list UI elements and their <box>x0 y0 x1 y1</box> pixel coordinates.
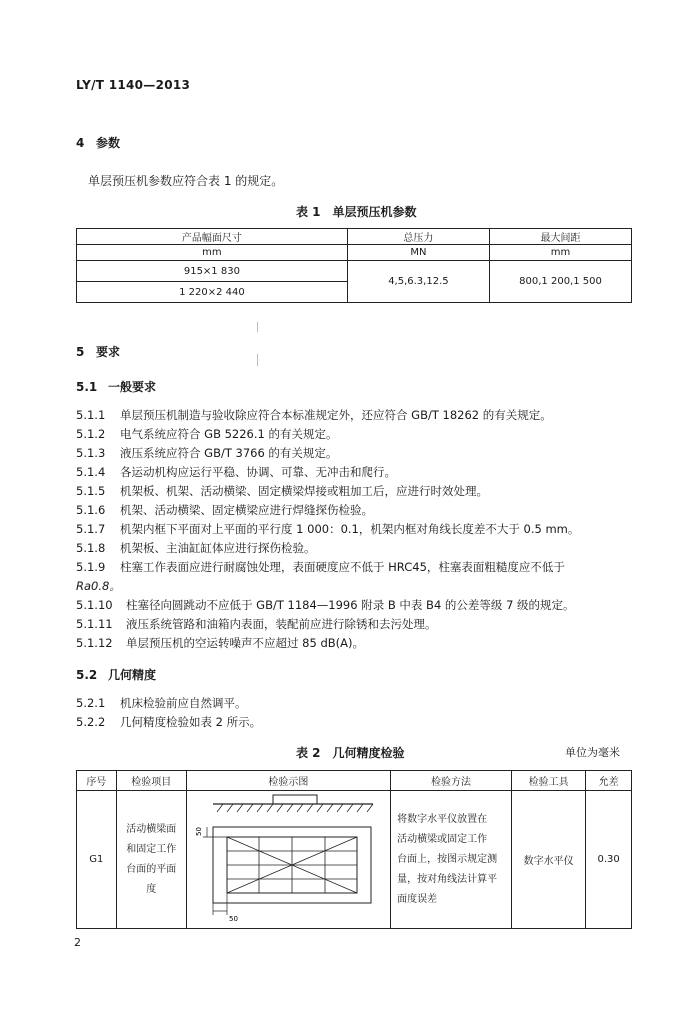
clause-5-1-2: 5.1.2 电气系统应符合 GB 5226.1 的有关规定。 <box>76 427 338 441</box>
t1-unit-pressure: MN <box>347 245 489 261</box>
clause-5-1-4: 5.1.4 各运动机构应运行平稳、协调、可靠、无冲击和爬行。 <box>76 465 396 479</box>
t1-pressure-values: 4,5,6.3,12.5 <box>347 261 489 303</box>
t2-row-diagram <box>186 791 390 929</box>
clause-5-1-9: 5.1.9 柱塞工作表面应进行耐腐蚀处理，表面硬度应不低于 HRC45，柱塞表面粗糙度应不低于 <box>76 560 565 574</box>
clause-5-1-6: 5.1.6 机架、活动横梁、固定横梁应进行焊缝探伤检验。 <box>76 503 373 517</box>
t1-gap-values: 800,1 200,1 500 <box>490 261 632 303</box>
clause-5-1-3: 5.1.3 液压系统应符合 GB/T 3766 的有关规定。 <box>76 446 338 460</box>
t2-row-method: 将数字水平仪放置在 活动横梁或固定工作 台面上，按图示规定测 量，按对角线法计算平 面度误差 <box>391 791 512 929</box>
clause-5-1-12: 5.1.12 单层预压机的空运转噪声不应超过 85 dB(A)。 <box>76 636 364 650</box>
section-5-heading <box>76 343 120 360</box>
level-block <box>273 795 317 804</box>
clause-5-1-8: 5.1.8 机架板、主油缸缸体应进行探伤检验。 <box>76 541 316 555</box>
dimension-label-horizontal: 50 <box>229 915 239 923</box>
table-2-caption: 表 2 几何精度检验 <box>296 746 405 760</box>
flatness-inspection-diagram <box>193 791 383 925</box>
section-5-number: 5 <box>76 345 85 359</box>
scan-mark <box>257 354 258 366</box>
clause-5-1-9-continuation: Ra0.8。 <box>76 579 121 593</box>
standard-number: LY/T 1140—2013 <box>76 78 191 92</box>
clause-5-2-2: 5.2.2 几何精度检验如表 2 所示。 <box>76 715 262 729</box>
clause-5-1-5: 5.1.5 机架板、机架、活动横梁、固定横梁焊接或粗加工后，应进行时效处理。 <box>76 484 488 498</box>
t2-header-tolerance: 允差 <box>586 771 632 791</box>
section-4-number: 4 <box>76 136 85 150</box>
t1-size-1: 915×1 830 <box>77 261 348 282</box>
clause-5-1-1: 5.1.1 单层预压机制造与验收除应符合本标准规定外，还应符合 GB/T 18262 的有关规定。 <box>76 408 552 422</box>
clause-5-1-7: 5.1.7 机架内框下平面对上平面的平行度 1 000：0.1，机架内框对角线长度差不大于 0.5 mm。 <box>76 522 580 536</box>
section-5-1-heading <box>76 378 156 395</box>
t2-row-item: 活动横梁面 和固定工作 台面的平面 度 <box>116 791 186 929</box>
section-4-intro: 单层预压机参数应符合表 1 的规定。 <box>88 174 284 188</box>
grid-lines <box>227 837 357 893</box>
t1-unit-size: mm <box>77 245 348 261</box>
section-5-title: 要求 <box>96 345 121 359</box>
t2-header-item: 检验项目 <box>116 771 186 791</box>
t2-row-tolerance: 0.30 <box>586 791 632 929</box>
page-number: 2 <box>74 936 81 949</box>
table-1 <box>76 228 632 303</box>
t2-header-diagram: 检验示图 <box>186 771 390 791</box>
scan-mark <box>257 322 258 332</box>
t1-header-pressure: 总压力 <box>347 229 489 245</box>
t2-header-tool: 检验工具 <box>512 771 586 791</box>
section-5-1-number: 5.1 <box>76 380 98 394</box>
clause-5-2-1: 5.2.1 机床检验前应自然调平。 <box>76 696 247 710</box>
table-2-unit-note: 单位为毫米 <box>565 746 620 759</box>
t2-header-no: 序号 <box>77 771 117 791</box>
table-1-caption: 表 1 单层预压机参数 <box>296 205 417 219</box>
section-5-2-title: 几何精度 <box>108 668 157 682</box>
section-5-2-heading <box>76 666 156 683</box>
dimension-lines <box>203 827 227 915</box>
clause-5-1-11: 5.1.11 液压系统管路和油箱内表面，装配前应进行除锈和去污处理。 <box>76 617 437 631</box>
section-5-2-number: 5.2 <box>76 668 98 682</box>
t2-row-no: G1 <box>77 791 117 929</box>
section-4-heading <box>76 134 120 151</box>
section-4-title: 参数 <box>96 136 121 150</box>
surface-hatching <box>217 804 373 812</box>
section-5-1-title: 一般要求 <box>108 380 157 394</box>
t1-header-size: 产品幅面尺寸 <box>77 229 348 245</box>
t1-size-2: 1 220×2 440 <box>77 282 348 303</box>
dimension-label-vertical: 50 <box>195 827 204 836</box>
clause-5-1-10: 5.1.10 柱塞径向圆跳动不应低于 GB/T 1184—1996 附录 B 中表 B4 的公差等级 7 级的规定。 <box>76 598 575 612</box>
t2-header-method: 检验方法 <box>391 771 512 791</box>
t2-row-tool: 数字水平仪 <box>512 791 586 929</box>
t1-unit-gap: mm <box>490 245 632 261</box>
t1-header-gap: 最大间距 <box>490 229 632 245</box>
table-2 <box>76 770 632 929</box>
